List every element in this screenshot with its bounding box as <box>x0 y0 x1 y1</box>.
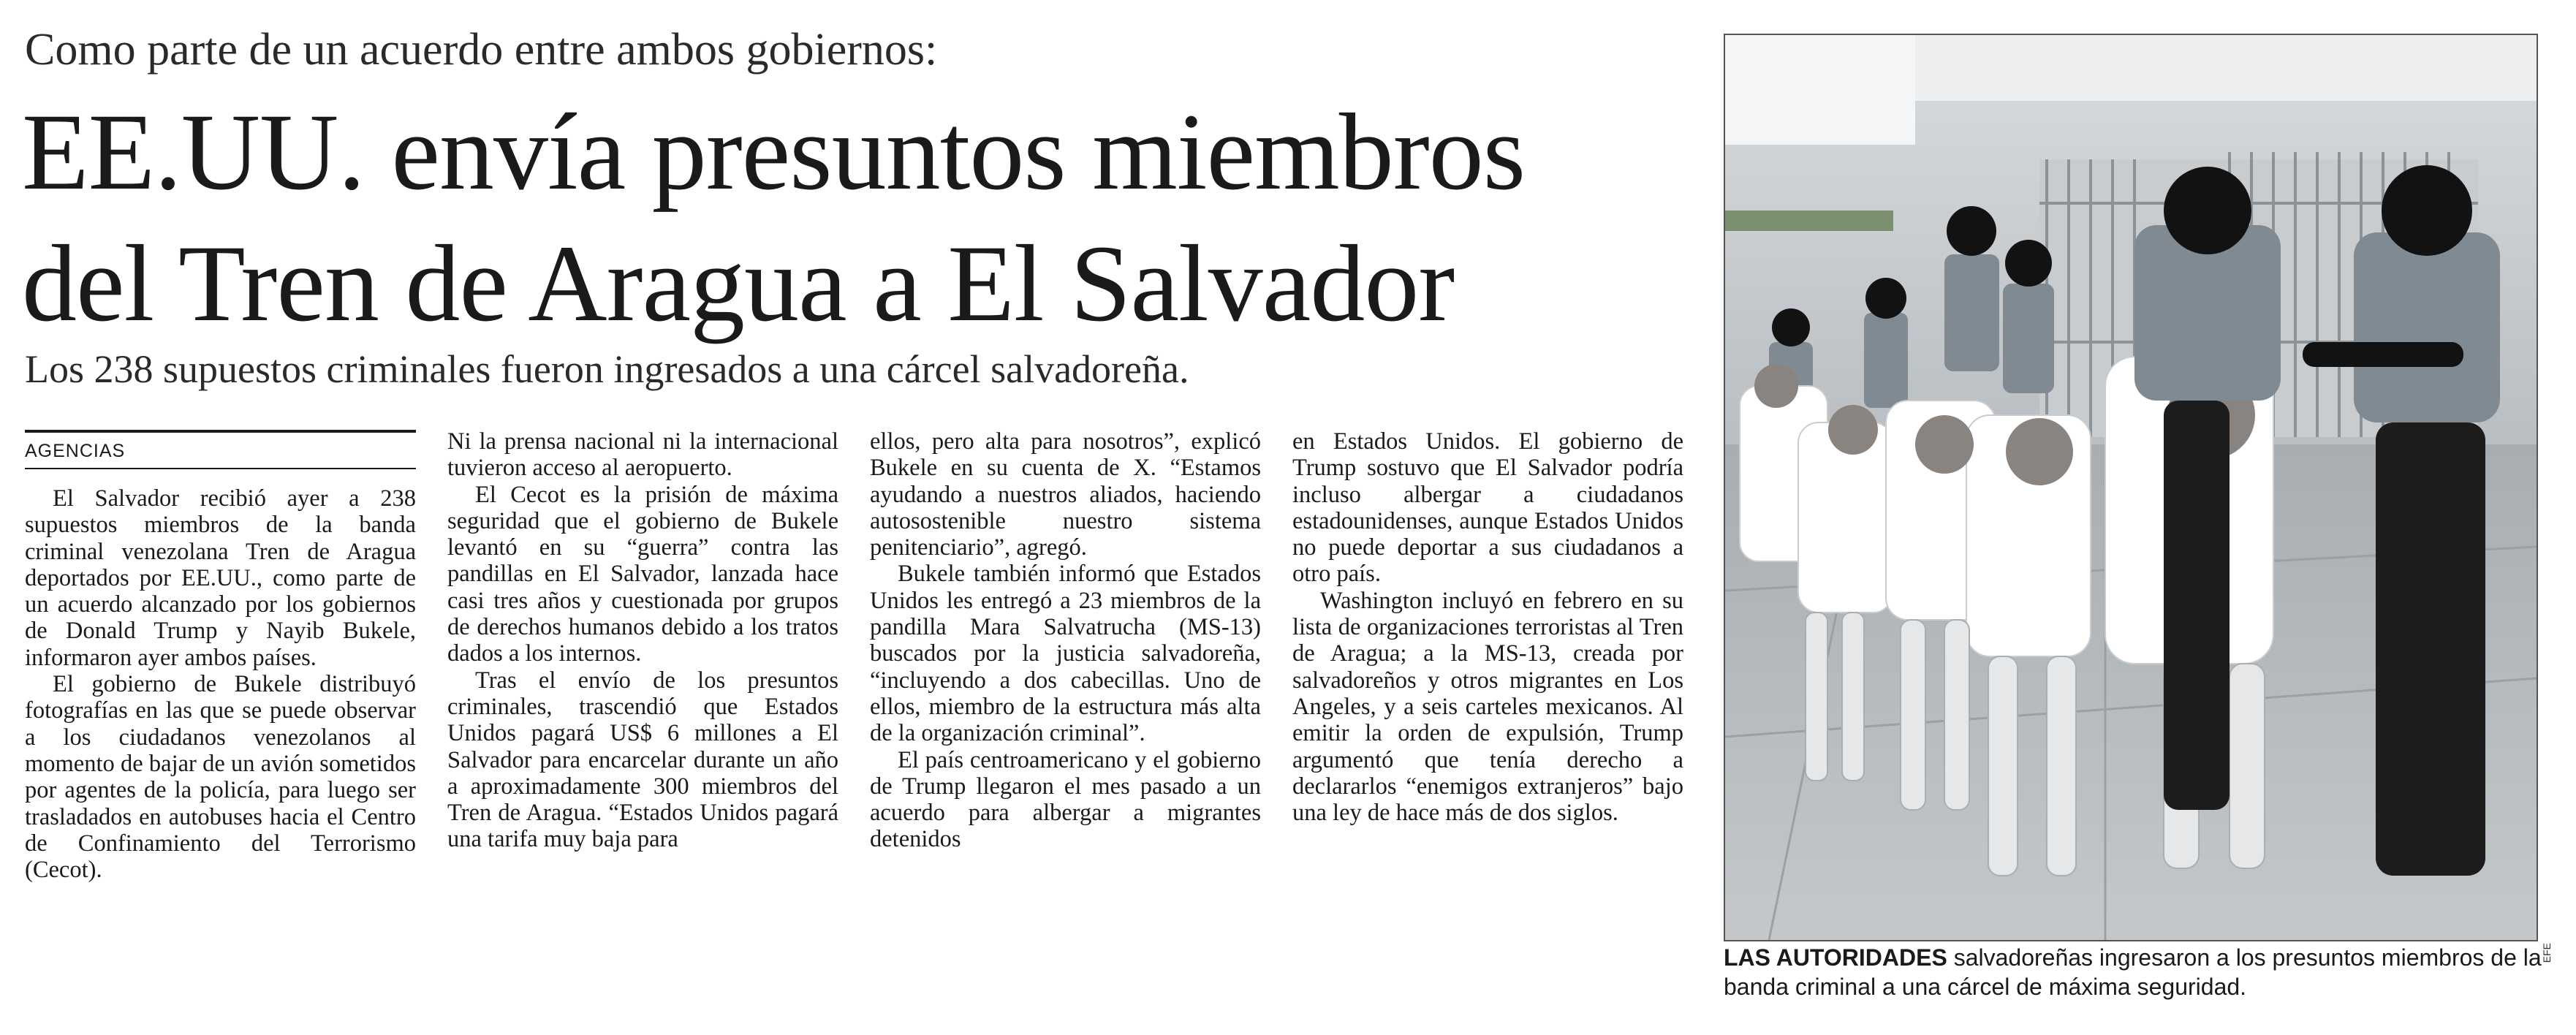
byline-rule-top <box>25 430 416 433</box>
paragraph: ellos, pero alta para nosotros”, explicó Bukele en su cuenta de X. “Estamos ayudando a nuestros aliados, haciendo autosostenible nuestro sistema penitenciario”, agregó. <box>870 428 1261 561</box>
paragraph: en Estados Unidos. El gobierno de Trump sostuvo que El Salvador podría incluso albergar a ciudadanos estadounidenses, aunque Estados Unidos no puede deportar a sus ciudadanos a otro país. <box>1292 428 1683 588</box>
paragraph: El gobierno de Bukele distribuyó fotografías en las que se puede observar a los ciudadanos venezolanos al momento de bajar de un avión sometidos por agentes de la policía, para luego ser trasladados en autobuses hacia el Centro de Confinamiento del Terrorismo (Cecot). <box>25 671 416 884</box>
paragraph: Ni la prensa nacional ni la internacional tuvieron acceso al aeropuerto. <box>447 428 838 482</box>
caption-text: salvadoreñas ingresaron a los presuntos miembros de la banda criminal a una cárcel de máxima seguridad. <box>1724 944 2542 1000</box>
byline-rule-bottom <box>25 468 416 469</box>
paragraph: Washington incluyó en febrero en su lista de organizaciones terroristas al Tren de Aragua; a la MS-13, creada por salvadoreños y otros migrantes en Los Angeles, y a seis carteles mexicanos. Al emitir la orden de expulsión, Trump argumentó que tenía derecho a declararlos “enemigos extranjeros” bajo una ley de hace más de dos siglos. <box>1292 587 1683 827</box>
photo-illustration <box>1725 35 2537 940</box>
news-photo <box>1724 34 2538 941</box>
paragraph: El Salvador recibió ayer a 238 supuestos miembros de la banda criminal venezolana Tren de Aragua deportados por EE.UU., como parte de un acuerdo alcanzado por los gobiernos de Donald Trump y Nayib Bukele, informaron ayer ambos países. <box>25 485 416 671</box>
deck: Los 238 supuestos criminales fueron ingresados a una cárcel salvadoreña. <box>25 347 1189 391</box>
paragraph: El país centroamericano y el gobierno de Trump llegaron el mes pasado a un acuerdo para albergar a migrantes detenidos <box>870 746 1261 853</box>
headline-line-2: del Tren de Aragua a El Salvador <box>22 223 1455 344</box>
photo-credit: EFE <box>2541 943 2553 963</box>
paragraph: El Cecot es la prisión de máxima seguridad que el gobierno de Bukele levantó en su “guerra” contra las pandillas en El Salvador, lanzada hace casi tres años y cuestionada por grupos de derechos humanos debido a los tratos dados a los internos. <box>447 481 838 667</box>
photo-caption <box>1724 943 2542 1001</box>
kicker: Como parte de un acuerdo entre ambos gobiernos: <box>25 25 938 75</box>
body-column-1 <box>25 485 416 883</box>
photo-window <box>1725 35 1915 145</box>
headline-line-1: EE.UU. envía presuntos miembros <box>22 91 1526 213</box>
body-column-4 <box>1292 428 1683 826</box>
photo-green-band <box>1725 211 1893 231</box>
paragraph: Bukele también informó que Estados Unidos les entregó a 23 miembros de la pandilla Mara Salvatrucha (MS-13) buscados por la justicia salvadoreña, “incluyendo a dos cabecillas. Uno de ellos, miembro de la estructura más alta de la organización criminal”. <box>870 561 1261 747</box>
body-column-2 <box>447 428 838 853</box>
byline: AGENCIAS <box>25 441 126 461</box>
paragraph: Tras el envío de los presuntos criminales, trascendió que Estados Unidos pagará US$ 6 millones a El Salvador para encarcelar durante un año a aproximadamente 300 miembros del Tren de Aragua. “Estados Unidos pagará una tarifa muy baja para <box>447 667 838 853</box>
body-column-3 <box>870 428 1261 853</box>
headline <box>22 86 1525 349</box>
caption-lead: LAS AUTORIDADES <box>1724 944 1947 971</box>
